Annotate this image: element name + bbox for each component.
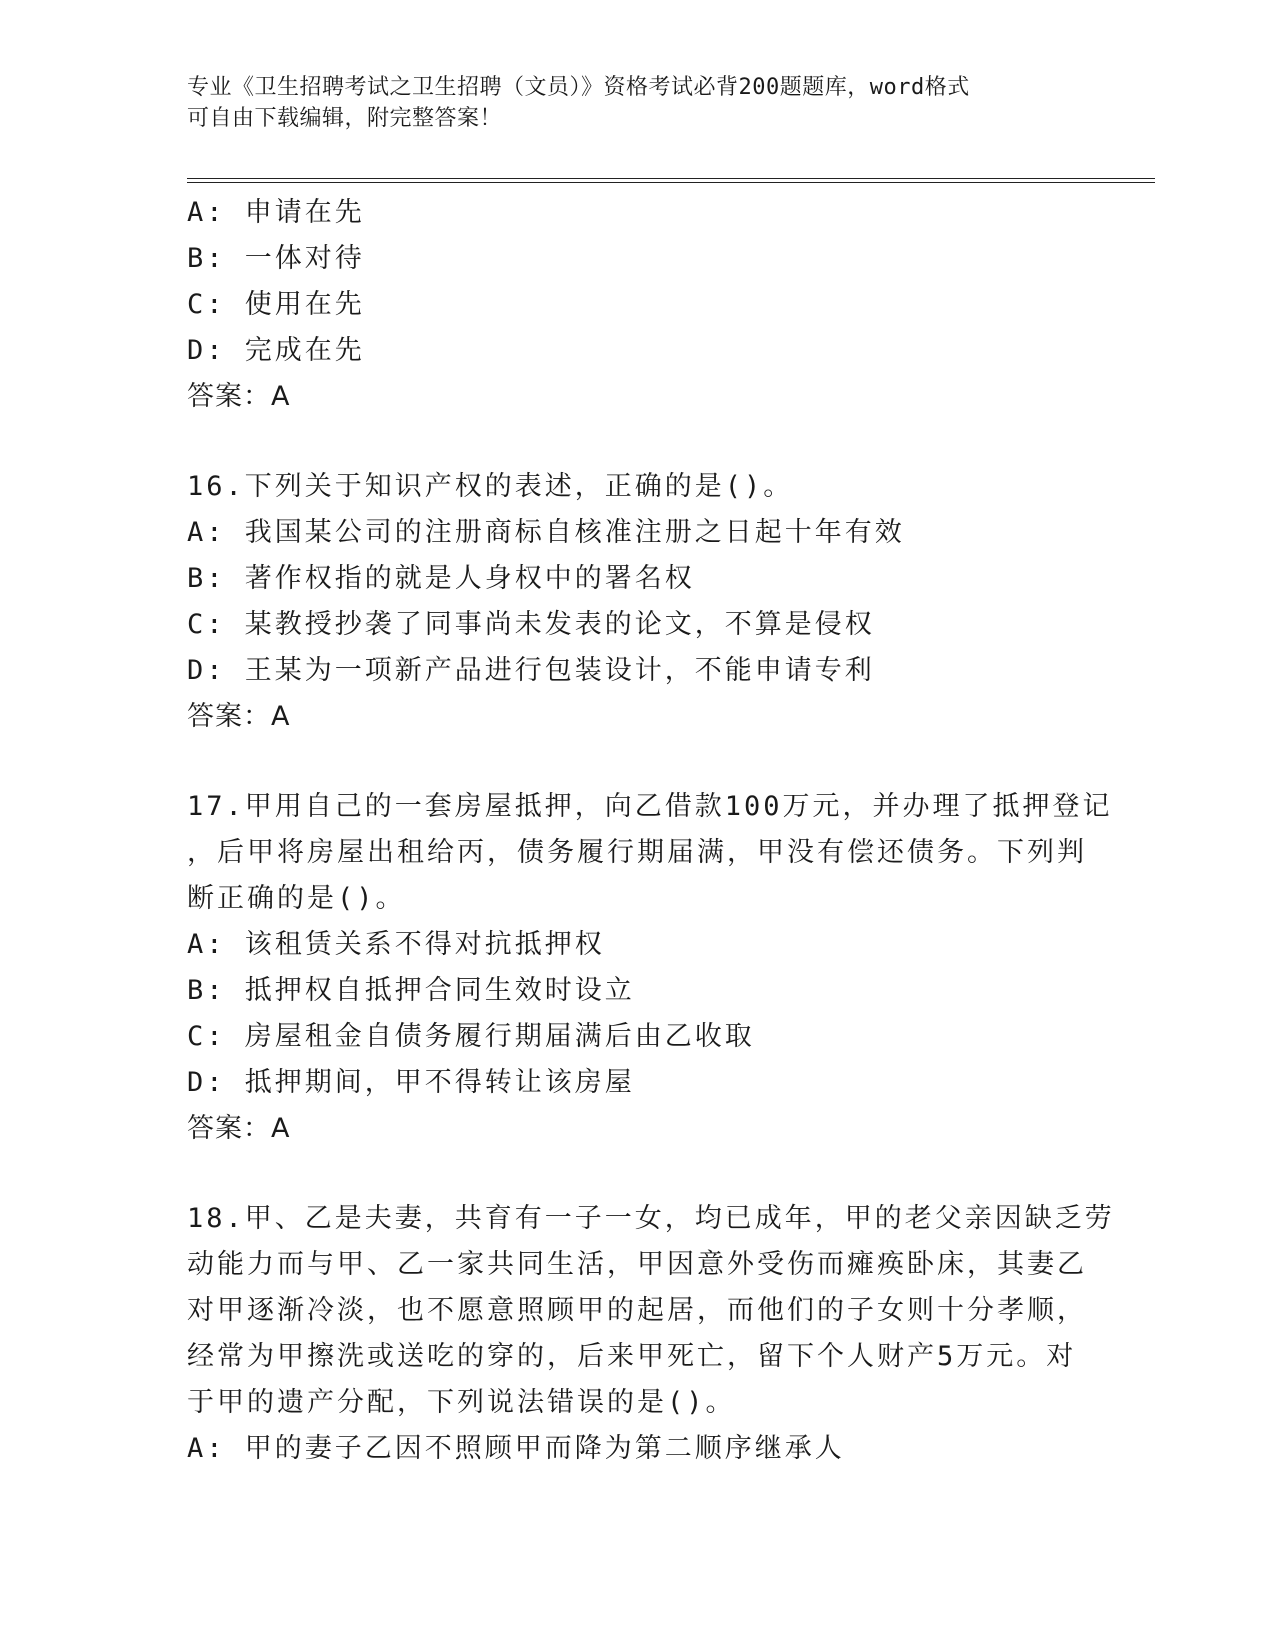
header-line-2: 可自由下载编辑，附完整答案！ [187, 106, 503, 131]
question-stem: 16.下列关于知识产权的表述，正确的是()。 [187, 471, 794, 502]
question-stem-line-1: 17.甲用自己的一套房屋抵押，向乙借款100万元，并办理了抵押登记 [187, 791, 1113, 822]
question-stem-line-5: 于甲的遗产分配，下列说法错误的是()。 [187, 1387, 736, 1418]
option-d: D: 抵押期间，甲不得转让该房屋 [187, 1067, 635, 1098]
question-17 [187, 784, 1113, 1152]
question-stem-line-3: 对甲逐渐冷淡，也不愿意照顾甲的起居，而他们的子女则十分孝顺， [187, 1295, 1087, 1326]
question-16 [187, 464, 1087, 740]
header-line-1: 专业《卫生招聘考试之卫生招聘（文员）》资格考试必背200题题库，word格式 [187, 75, 970, 100]
option-b: B: 著作权指的就是人身权中的署名权 [187, 563, 695, 594]
question-stem-line-1: 18.甲、乙是夫妻，共育有一子一女，均已成年，甲的老父亲因缺乏劳 [187, 1203, 1115, 1234]
header-rule-bottom [187, 182, 1155, 183]
header-rule-top [187, 178, 1155, 179]
option-a: A: 甲的妻子乙因不照顾甲而降为第二顺序继承人 [187, 1433, 845, 1464]
question-content [187, 190, 1115, 1472]
question-stem-line-3: 断正确的是()。 [187, 883, 406, 914]
question-stem-line-4: 经常为甲擦洗或送吃的穿的，后来甲死亡，留下个人财产5万元。对 [187, 1341, 1077, 1372]
option-a: A: 该租赁关系不得对抗抵押权 [187, 929, 605, 960]
document-header [187, 72, 1067, 134]
option-d: D: 王某为一项新产品进行包装设计，不能申请专利 [187, 655, 875, 686]
option-a: A: 我国某公司的注册商标自核准注册之日起十年有效 [187, 517, 905, 548]
option-b: B: 一体对待 [187, 243, 365, 274]
option-d: D: 完成在先 [187, 335, 365, 366]
question-stem-line-2: ，后甲将房屋出租给丙，债务履行期届满，甲没有偿还债务。下列判 [187, 837, 1087, 868]
answer: 答案：A [187, 1113, 291, 1144]
option-c: C: 某教授抄袭了同事尚未发表的论文，不算是侵权 [187, 609, 875, 640]
question-15 [187, 190, 1087, 420]
question-18 [187, 1196, 1115, 1472]
answer: 答案：A [187, 701, 291, 732]
option-c: C: 房屋租金自债务履行期届满后由乙收取 [187, 1021, 755, 1052]
answer: 答案：A [187, 381, 291, 412]
option-c: C: 使用在先 [187, 289, 365, 320]
option-b: B: 抵押权自抵押合同生效时设立 [187, 975, 635, 1006]
question-stem-line-2: 动能力而与甲、乙一家共同生活，甲因意外受伤而瘫痪卧床，其妻乙 [187, 1249, 1087, 1280]
option-a: A: 申请在先 [187, 197, 365, 228]
